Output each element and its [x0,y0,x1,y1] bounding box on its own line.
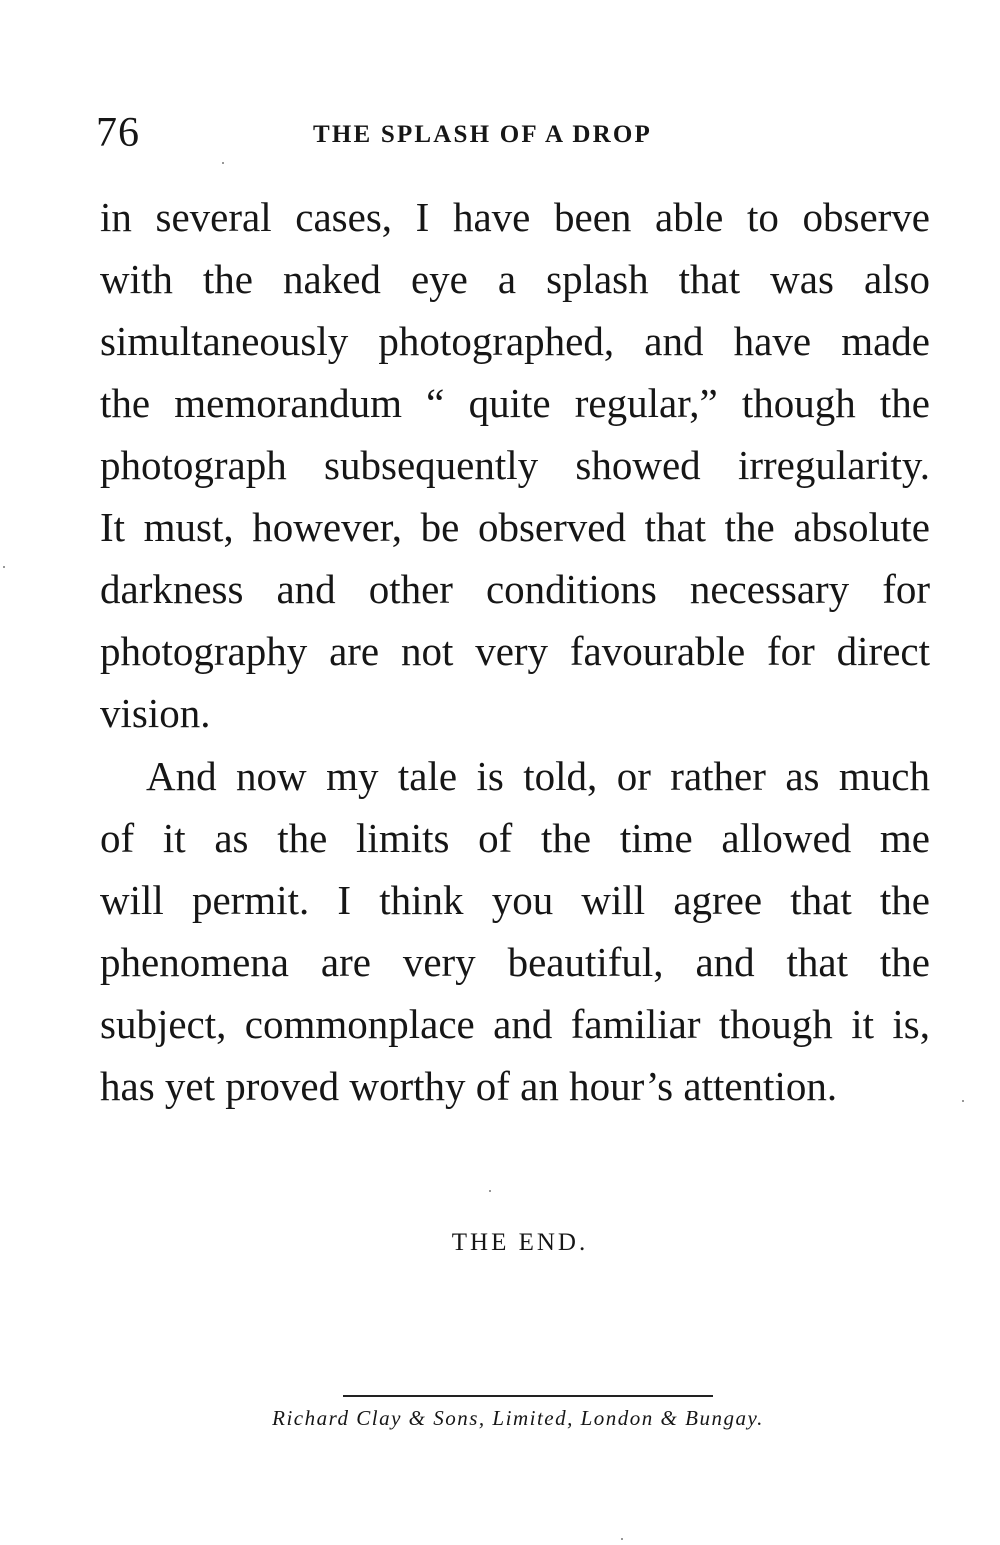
text-line: has yet proved worthy of an hour’s attention. [100,1063,838,1109]
scan-speck [962,1100,964,1102]
text-line: subject, commonplace and familiar though it is, [100,1001,930,1047]
text-line: phenomena are very beautiful, and that the [100,939,930,985]
text-line: And now my tale is told, or rather as much [146,753,930,799]
text-line: It must, however, be observed that the absolute [100,504,930,550]
paragraph-1 [100,186,930,744]
text-line: of it as the limits of the time allowed me [100,815,930,861]
running-title: THE SPLASH OF A DROP [313,121,652,148]
text-line: the memorandum “ quite regular,” though the [100,380,930,426]
paragraph-2 [100,745,930,1117]
imprint-rule [343,1395,713,1397]
scan-speck [489,1190,491,1192]
scan-speck [222,162,224,164]
printer-imprint: Richard Clay & Sons, Limited, London & Bungay. [272,1406,764,1430]
text-line: darkness and other conditions necessary for [100,566,930,612]
text-line: photograph subsequently showed irregularity. [100,442,930,488]
text-line: vision. [100,690,211,736]
scan-speck [3,566,5,568]
text-line: photography are not very favourable for direct [100,628,930,674]
text-line: in several cases, I have been able to observe [100,194,930,240]
end-mark: THE END. [451,1229,589,1256]
text-line: will permit. I think you will agree that the [100,877,930,923]
text-line: with the naked eye a splash that was also [100,256,930,302]
scan-speck [621,1538,623,1540]
page-number: 76 [96,110,140,156]
text-line: simultaneously photographed, and have made [100,318,930,364]
